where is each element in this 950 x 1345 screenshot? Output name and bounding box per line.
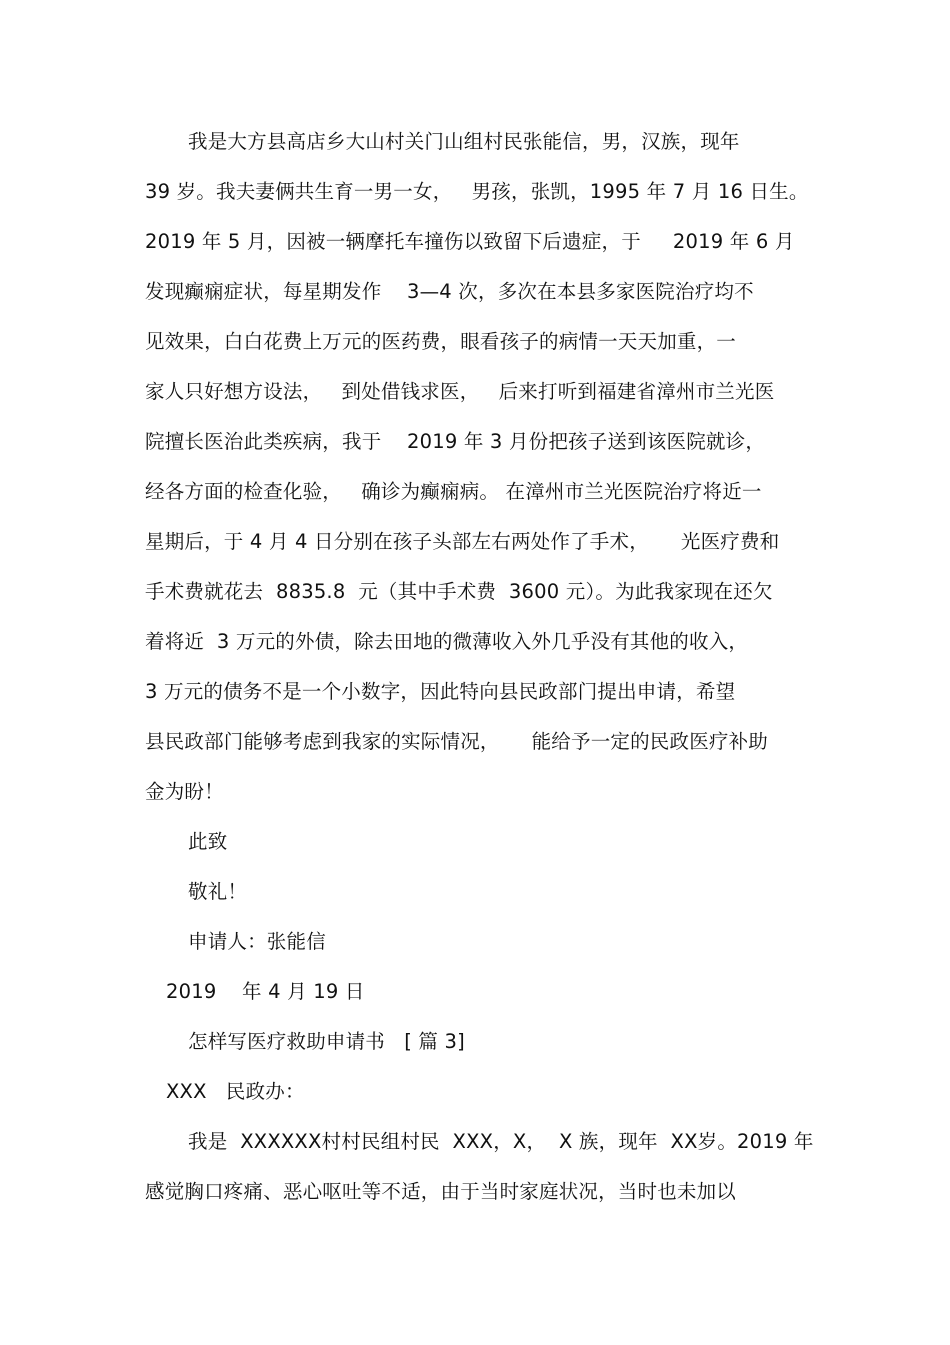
paragraph1-line: 39 岁。我夫妻俩共生育一男一女， 男孩，张凯，1995 年 7 月 16 日生。 [145,180,809,203]
paragraph1-line: 经各方面的检查化验， 确诊为癫痫病。 在漳州市兰光医院治疗将近一 [145,480,762,503]
applicant-signature: 申请人：张能信 [188,930,326,953]
section-title: 怎样写医疗救助申请书 [ 篇 3] [188,1030,465,1053]
paragraph1-line: 发现癫痫症状，每星期发作 3—4 次，多次在本县多家医院治疗均不 [145,280,754,303]
closing-text: 此致 [188,830,228,853]
paragraph1-line: 着将近 3 万元的外债，除去田地的微薄收入外几乎没有其他的收入， [145,630,749,653]
paragraph2-line: 我是 XXXXXX村村民组村民 XXX，X， X 族，现年 XX岁。2019 年 [188,1130,814,1153]
paragraph1-line: 2019 年 5 月，因被一辆摩托车撞伤以致留下后遗症，于 2019 年 6 月 [145,230,795,253]
paragraph1-line: 见效果，白白花费上万元的医药费，眼看孩子的病情一天天加重，一 [145,330,737,353]
paragraph1-line: 县民政部门能够考虑到我家的实际情况， 能给予一定的民政医疗补助 [145,730,768,753]
paragraph1-line: 家人只好想方设法， 到处借钱求医， 后来打听到福建省漳州市兰光医 [145,380,775,403]
paragraph2-line: 感觉胸口疼痛、恶心呕吐等不适，由于当时家庭状况，当时也未加以 [145,1180,737,1203]
paragraph1-line: 手术费就花去 8835.8 元（其中手术费 3600 元）。为此我家现在还欠 [145,580,773,603]
salute-text: 敬礼！ [188,880,248,903]
paragraph1-line: 我是大方县高店乡大山村关门山组村民张能信，男，汉族，现年 [188,130,740,153]
paragraph1-line: 星期后，于 4 月 4 日分别在孩子头部左右两处作了手术， 光医疗费和 [145,530,780,553]
paragraph1-line: 金为盼！ [145,780,224,803]
paragraph1-line: 院擅长医治此类疾病，我于 2019 年 3 月份把孩子送到该医院就诊， [145,430,766,453]
addressee: XXX 民政办： [166,1080,305,1103]
paragraph1-line: 3 万元的债务不是一个小数字，因此特向县民政部门提出申请，希望 [145,680,736,703]
date-line: 2019 年 4 月 19 日 [166,980,365,1003]
